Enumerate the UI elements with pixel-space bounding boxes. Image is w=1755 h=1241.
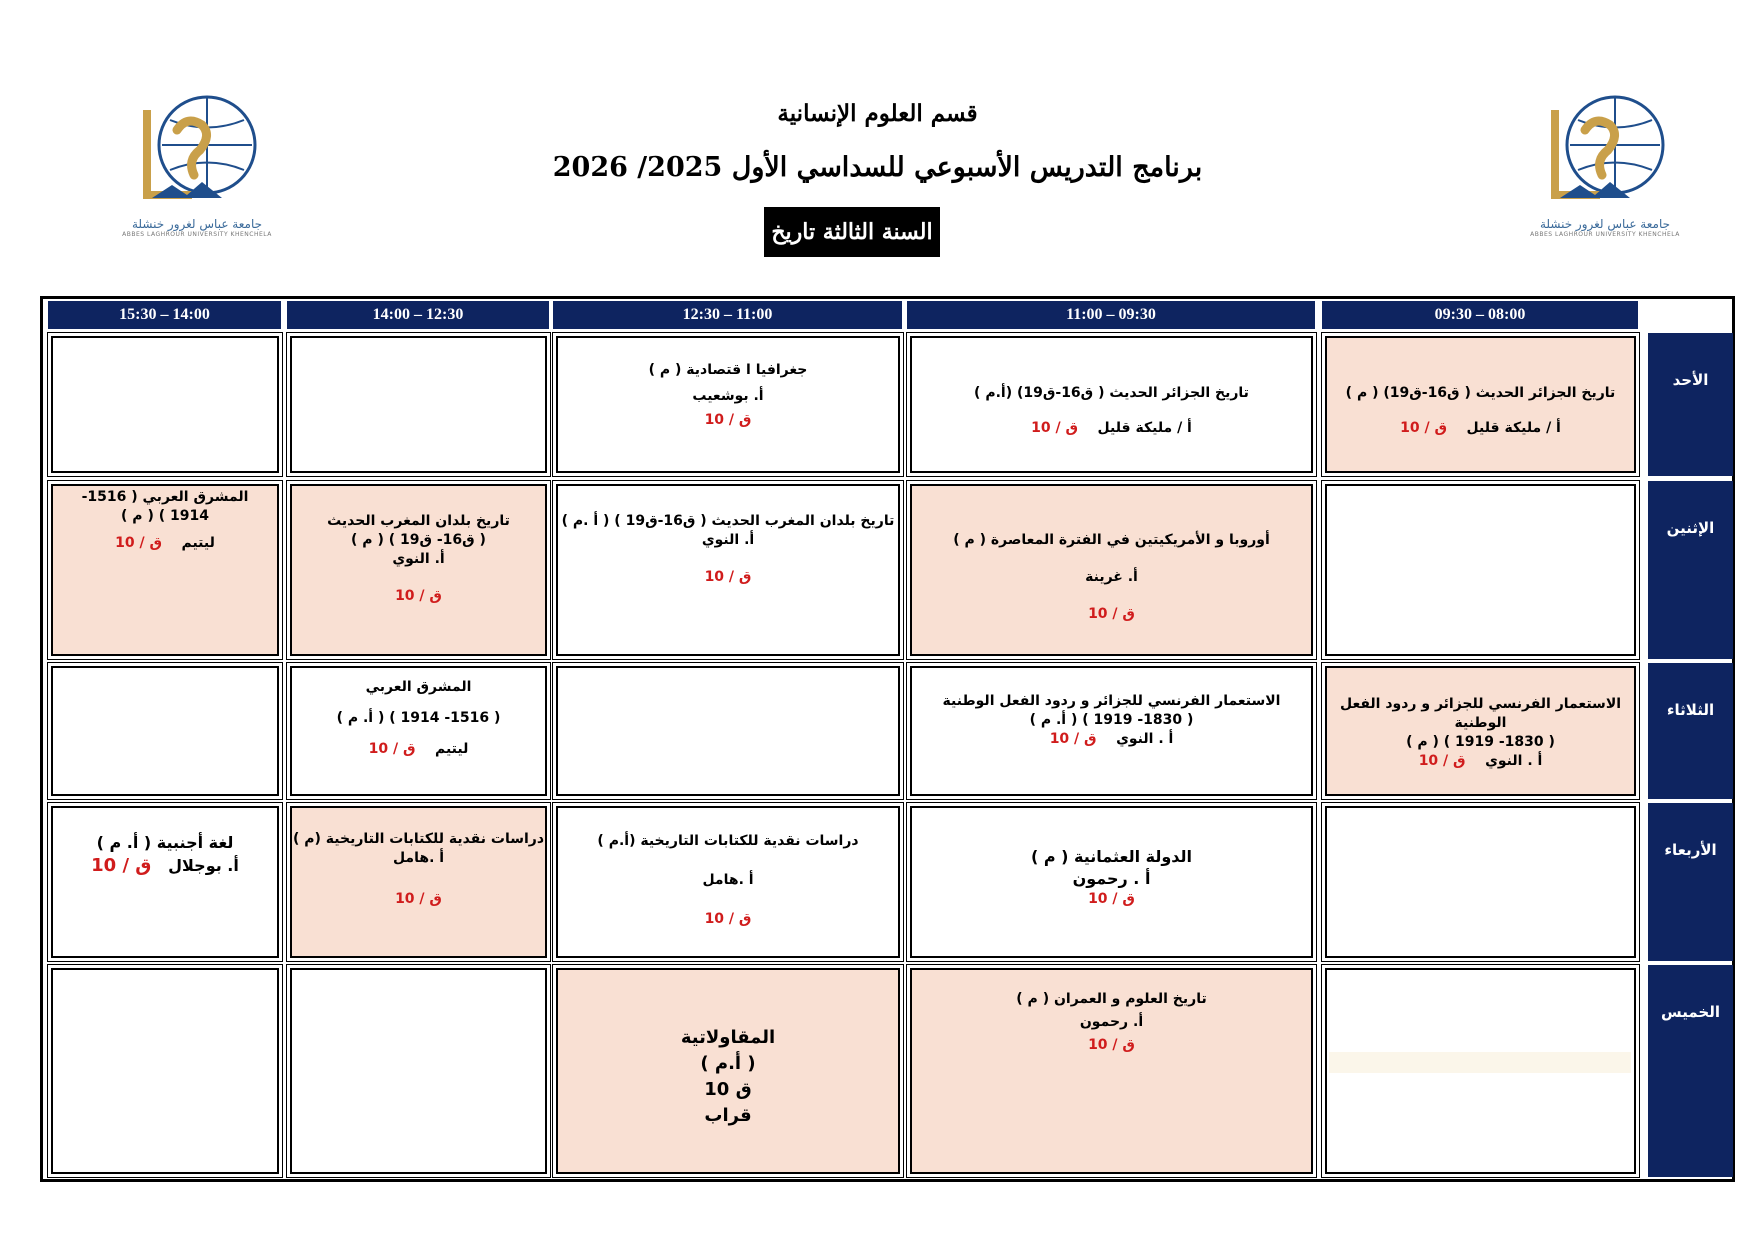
session-room: ق / 10 xyxy=(704,568,752,585)
session-teacher: أ . النوي xyxy=(1116,730,1174,747)
session-title: جغرافيا ا قتصادية ( م ) xyxy=(648,362,808,378)
session-dates: ( 1516- 1914 ) ( أ. م ) xyxy=(336,709,501,726)
session-mon-3[interactable] xyxy=(556,484,900,656)
session-sun-5-empty xyxy=(51,336,279,473)
session-teacher: أ . النوي xyxy=(1485,752,1543,769)
time-slot-5: 15:30 – 14:00 xyxy=(48,301,281,329)
session-title: أوروبا و الأمريكيتين في الفترة المعاصرة ( م ) xyxy=(953,532,1270,548)
session-title: دراسات نقدية للكتابات التاريخية (أ.م ) xyxy=(597,833,859,849)
session-title: تاريخ بلدان المغرب الحديث ( ق16- ق19 ) ( م ) xyxy=(327,513,510,548)
session-title: المشرق العربي ( 1516- 1914 ) ( م ) xyxy=(81,489,249,524)
university-name-ar: جامعة عباس لغرور خنشلة xyxy=(1539,217,1671,231)
program-title: برنامج التدريس الأسبوعي للسداسي الأول 2025/ 2026 xyxy=(552,152,1203,183)
time-slot-2: 11:00 – 09:30 xyxy=(907,301,1315,329)
session-mon-2[interactable] xyxy=(910,484,1313,656)
session-room: ق 10 xyxy=(704,1079,752,1101)
session-teacher: أ. رحمون xyxy=(1079,1013,1144,1030)
session-teacher: أ. النوي xyxy=(392,550,445,567)
session-room: ق / 10 xyxy=(1031,419,1078,436)
session-teacher: أ. النوي xyxy=(701,531,755,548)
session-room: ق / 10 xyxy=(1049,730,1097,747)
session-mon-1-empty xyxy=(1325,484,1636,656)
session-teacher: أ. بوجلال xyxy=(168,855,239,875)
session-wed-1-empty xyxy=(1325,806,1636,958)
session-teacher: أ / مليكة قليل xyxy=(1466,419,1561,436)
session-wed-3[interactable] xyxy=(556,806,900,958)
session-tue-2[interactable] xyxy=(910,666,1313,796)
session-title: تاريخ الجزائر الحديث ( ق16-ق19) ( م ) xyxy=(1345,385,1616,401)
session-room: ق / 10 xyxy=(1418,752,1466,769)
session-title: المشرق العربي xyxy=(365,679,472,695)
session-thu-2[interactable] xyxy=(910,968,1313,1174)
day-thursday: الخميس xyxy=(1648,965,1733,1177)
session-title: دراسات نقدية للكتابات التاريخية (م ) xyxy=(292,831,545,847)
session-room: ق / 10 xyxy=(115,534,162,551)
session-room: ق / 10 xyxy=(368,740,416,757)
university-name-ar: جامعة عباس لغرور خنشلة xyxy=(131,217,263,231)
session-wed-2[interactable] xyxy=(910,806,1313,958)
session-teacher: أ / مليكة قليل xyxy=(1097,419,1192,436)
department-title: قسم العلوم الإنسانية xyxy=(777,100,978,127)
session-dates: ( 1830- 1919 ) ( أ. م ) xyxy=(1029,711,1194,728)
session-title: الاستعمار الفرنسي للجزائر و ردود الفعل الوطنية xyxy=(1339,696,1622,731)
time-slot-4: 14:00 – 12:30 xyxy=(287,301,549,329)
session-room: ق / 10 xyxy=(91,854,152,876)
session-teacher: أ. بوشعيب xyxy=(692,387,764,404)
session-room: ق / 10 xyxy=(1088,1036,1135,1053)
day-monday: الإثنين xyxy=(1648,481,1733,659)
session-thu-4-empty xyxy=(290,968,547,1174)
session-teacher: ليتيم xyxy=(434,740,469,757)
session-type: ( أ.م ) xyxy=(700,1053,756,1075)
session-room: ق / 10 xyxy=(704,411,752,428)
session-wed-5[interactable] xyxy=(51,806,279,958)
day-sunday: الأحد xyxy=(1648,333,1733,476)
session-teacher: ليتيم xyxy=(181,534,215,551)
session-dates: ( 1830- 1919 ) ( م ) xyxy=(1406,733,1555,750)
session-mon-5[interactable] xyxy=(51,484,279,656)
session-teacher: أ .هامل xyxy=(702,871,754,888)
session-teacher: أ .هامل xyxy=(392,849,445,866)
highlight-strip xyxy=(1329,1052,1631,1073)
session-thu-3[interactable] xyxy=(556,968,900,1174)
university-name-latin: ABBES LAGHROUR UNIVERSITY KHENCHELA xyxy=(1530,231,1680,238)
session-tue-1[interactable] xyxy=(1325,666,1636,796)
session-title: لغة أجنبية ( أ. م ) xyxy=(96,833,234,852)
session-title: تاريخ الجزائر الحديث ( ق16-ق19) (أ.م ) xyxy=(974,385,1249,401)
session-teacher: أ . رحمون xyxy=(1072,869,1151,889)
time-slot-3: 12:30 – 11:00 xyxy=(553,301,902,329)
time-slot-1: 09:30 – 08:00 xyxy=(1322,301,1638,329)
year-label: السنة الثالثة تاريخ xyxy=(764,207,940,257)
session-room: ق / 10 xyxy=(704,910,752,927)
session-room: ق / 10 xyxy=(1088,890,1135,907)
session-teacher: أ. غرينة xyxy=(1085,568,1138,585)
session-mon-4[interactable] xyxy=(290,484,547,656)
session-tue-3-empty xyxy=(556,666,900,796)
session-title: الدولة العثمانية ( م ) xyxy=(1030,847,1193,866)
session-title: تاريخ العلوم و العمران ( م ) xyxy=(1016,991,1207,1007)
session-room: ق / 10 xyxy=(1400,419,1447,436)
day-tuesday: الثلاثاء xyxy=(1648,663,1733,799)
session-teacher: قراب xyxy=(704,1105,752,1127)
session-sun-3[interactable] xyxy=(556,336,900,473)
day-wednesday: الأربعاء xyxy=(1648,803,1733,961)
session-thu-5-empty xyxy=(51,968,279,1174)
session-room: ق / 10 xyxy=(395,890,442,907)
session-title: تاريخ بلدان المغرب الحديث ( ق16-ق19 ) ( أ .م ) xyxy=(561,513,895,529)
session-title: الاستعمار الفرنسي للجزائر و ردود الفعل الوطنية xyxy=(942,693,1281,709)
university-name-latin: ABBES LAGHROUR UNIVERSITY KHENCHELA xyxy=(122,231,272,238)
session-tue-4[interactable] xyxy=(290,666,547,796)
session-wed-4[interactable] xyxy=(290,806,547,958)
session-room: ق / 10 xyxy=(1088,605,1135,622)
session-sun-4-empty xyxy=(290,336,547,473)
session-tue-5-empty xyxy=(51,666,279,796)
session-sun-2[interactable] xyxy=(910,336,1313,473)
session-room: ق / 10 xyxy=(395,587,442,604)
session-title: المقاولاتية xyxy=(680,1027,776,1048)
session-sun-1[interactable] xyxy=(1325,336,1636,473)
